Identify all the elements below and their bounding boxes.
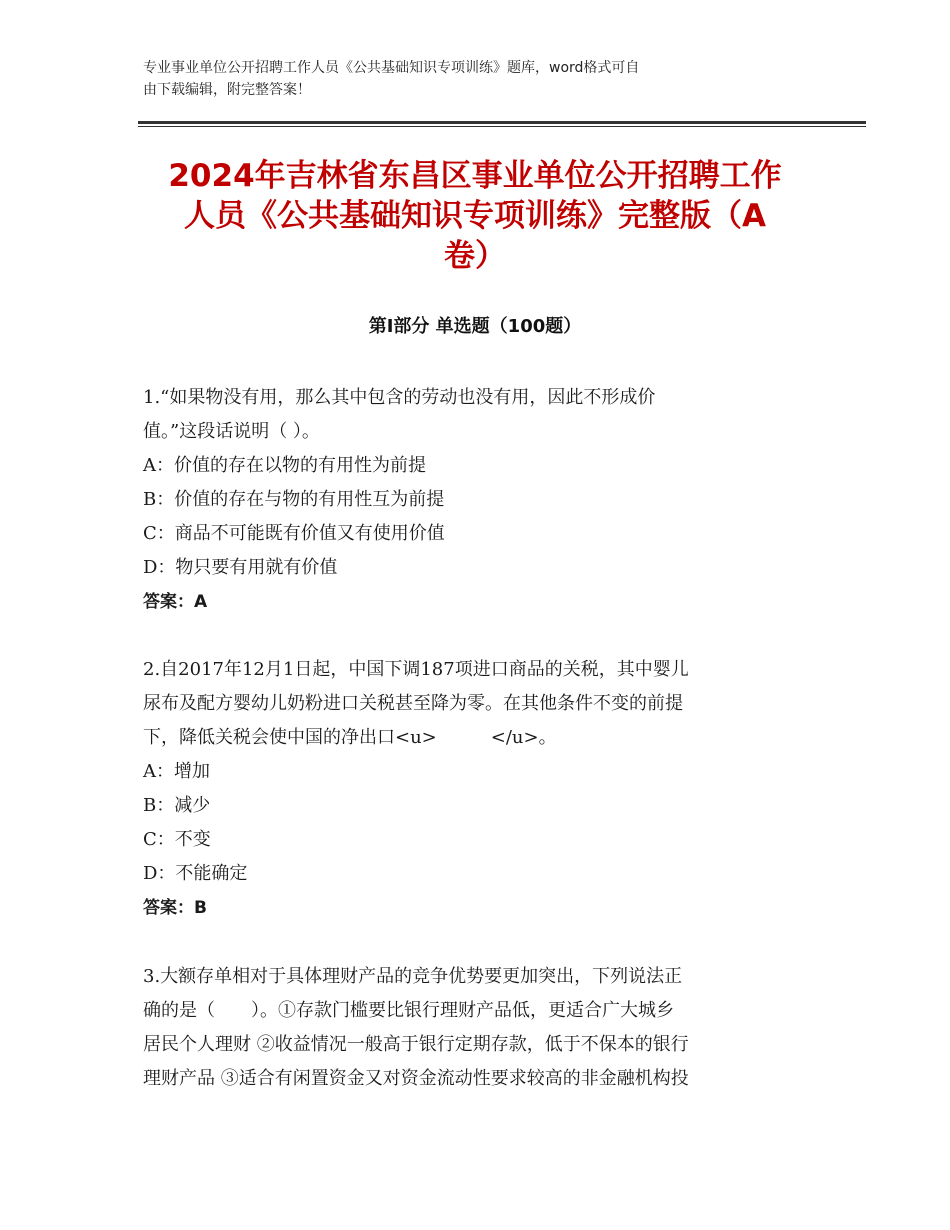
option-d: D：不能确定 bbox=[143, 863, 248, 884]
question-text-line: 理财产品 ③适合有闲置资金又对资金流动性要求较高的非金融机构投 bbox=[143, 1068, 689, 1089]
header-note bbox=[143, 57, 823, 101]
question-text-line: 值。”这段话说明（ ）。 bbox=[143, 421, 320, 442]
question-text-line: 3.大额存单相对于具体理财产品的竞争优势要更加突出，下列说法正 bbox=[143, 966, 683, 987]
option-c: C：商品不可能既有价值又有使用价值 bbox=[143, 523, 445, 544]
header-note-line: 由下载编辑，附完整答案！ bbox=[143, 82, 311, 98]
document-title bbox=[130, 156, 820, 276]
section-heading: 第Ⅰ部分 单选题（100题） bbox=[368, 316, 582, 337]
title-line: 2024年吉林省东昌区事业单位公开招聘工作 bbox=[168, 158, 782, 194]
question-text-line: 尿布及配方婴幼儿奶粉进口关税甚至降为零。在其他条件不变的前提 bbox=[143, 693, 683, 714]
option-a: A：增加 bbox=[143, 761, 210, 782]
question-text-line: 居民个人理财 ②收益情况一般高于银行定期存款，低于不保本的银行 bbox=[143, 1034, 689, 1055]
question-3 bbox=[143, 960, 813, 1096]
header-rule-thick bbox=[138, 121, 866, 124]
header-rule-thin bbox=[138, 126, 866, 127]
option-b: B：减少 bbox=[143, 795, 211, 816]
option-d: D：物只要有用就有价值 bbox=[143, 557, 338, 578]
question-text-line: 2.自2017年12月1日起，中国下调187项进口商品的关税，其中婴儿 bbox=[143, 659, 689, 680]
question-text-line: 下，降低关税会使中国的净出口<u> </u>。 bbox=[143, 727, 557, 748]
question-1 bbox=[143, 381, 813, 619]
answer: 答案：A bbox=[143, 592, 208, 612]
question-text-line: 确的是（ ）。①存款门槛要比银行理财产品低，更适合广大城乡 bbox=[143, 1000, 674, 1021]
title-line: 人员《公共基础知识专项训练》完整版（A bbox=[184, 198, 766, 234]
option-a: A：价值的存在以物的有用性为前提 bbox=[143, 455, 426, 476]
header-note-line: 专业事业单位公开招聘工作人员《公共基础知识专项训练》题库，word格式可自 bbox=[143, 60, 640, 76]
question-2 bbox=[143, 653, 813, 925]
title-line: 卷） bbox=[444, 238, 506, 274]
option-b: B：价值的存在与物的有用性互为前提 bbox=[143, 489, 445, 510]
option-c: C：不变 bbox=[143, 829, 211, 850]
answer: 答案：B bbox=[143, 898, 207, 918]
question-text-line: 1.“如果物没有用，那么其中包含的劳动也没有用，因此不形成价 bbox=[143, 387, 656, 408]
